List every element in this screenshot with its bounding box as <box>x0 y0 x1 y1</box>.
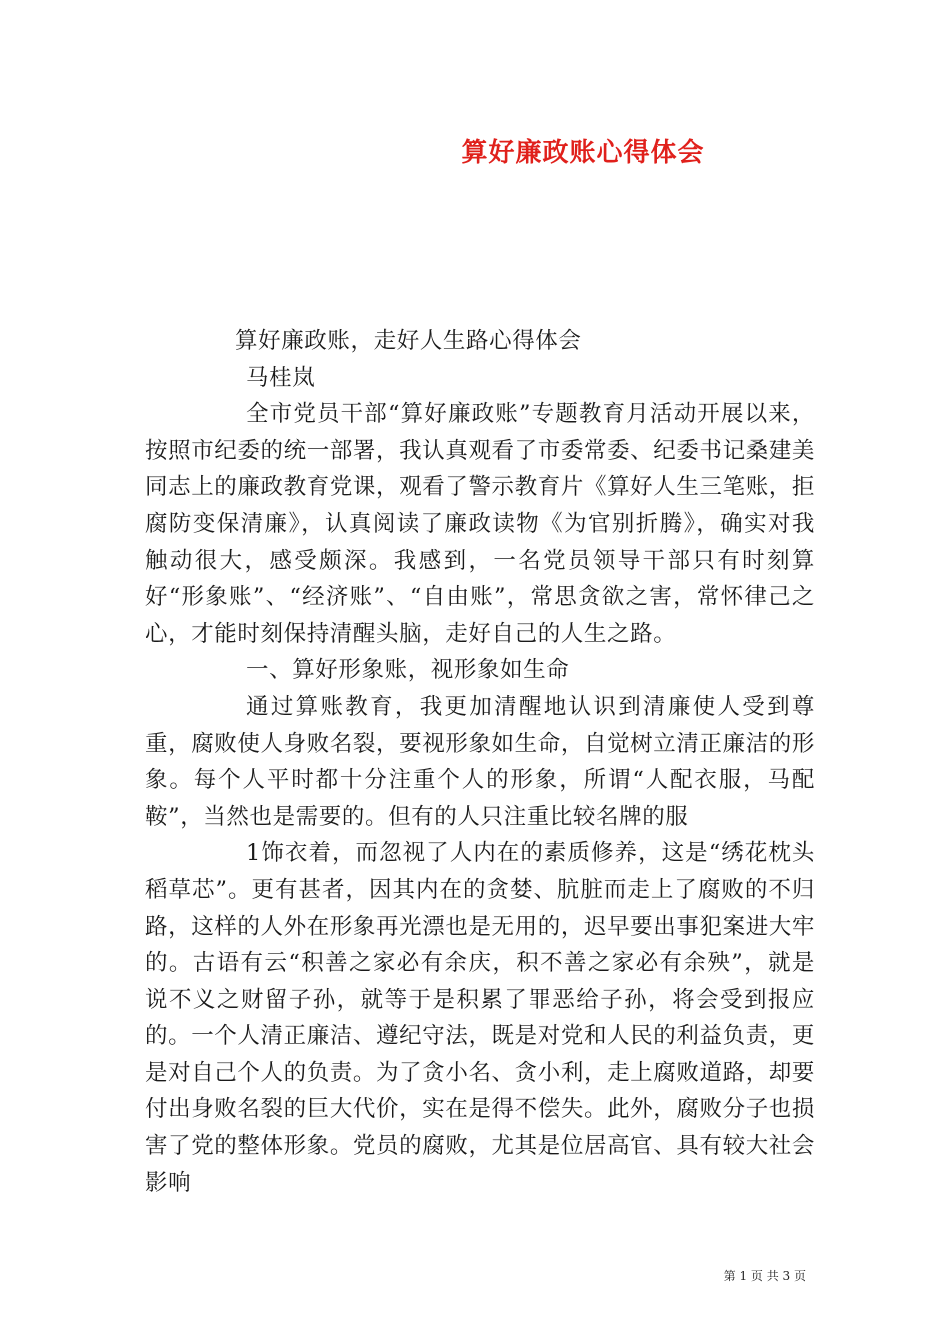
document-title: 算好廉政账心得体会 <box>461 138 705 168</box>
document-body <box>145 323 815 1201</box>
paragraph-image: 通过算账教育，我更加清醒地认识到清廉使人受到尊重，腐败使人身败名裂，要视形象如生命，自觉树立清正廉洁的形象。每个人平时都十分注重个人的形象，所谓“人配衣服，马配鞍”，当然也是需要的。但有的人只注重比较名牌的服 <box>145 693 815 830</box>
paragraph-intro: 全市党员干部“算好廉政账”专题教育月活动开展以来，按照市纪委的统一部署，我认真观看了市委常委、纪委书记桑建美同志上的廉政教育党课，观看了警示教育片《算好人生三笔账，拒腐防变保清廉》，认真阅读了廉政读物《为官别折腾》，确实对我触动很大，感受颇深。我感到，一名党员领导干部只有时刻算好“形象账”、“经济账”、“自由账”，常思贪欲之害，常怀律己之心，才能时刻保持清醒头脑，走好自己的人生之路。 <box>145 401 815 647</box>
section-heading: 一、算好形象账，视形象如生命 <box>246 657 570 684</box>
page-number: 第 1 页 共 3 页 <box>723 1269 806 1283</box>
author-name: 马桂岚 <box>246 364 316 391</box>
paragraph-integrity: 1饰衣着，而忽视了人内在的素质修养，这是“绣花枕头稻草芯”。更有甚者，因其内在的贪婪、肮脏而走上了腐败的不归路，这样的人外在形象再光漂也是无用的，迟早要出事犯案进大牢的。古语有云“积善之家必有余庆，积不善之家必有余殃”，就是说不义之财留子孙，就等于是积累了罪恶给子孙，将会受到报应的。一个人清正廉洁、遵纪守法，既是对党和人民的利益负责，更是对自己个人的负责。为了贪小名、贪小利，走上腐败道路，却要付出身败名裂的巨大代价，实在是得不偿失。此外，腐败分子也损害了党的整体形象。党员的腐败，尤其是位居高官、具有较大社会影响 <box>145 840 815 1196</box>
subtitle: 算好廉政账，走好人生路心得体会 <box>235 328 582 354</box>
